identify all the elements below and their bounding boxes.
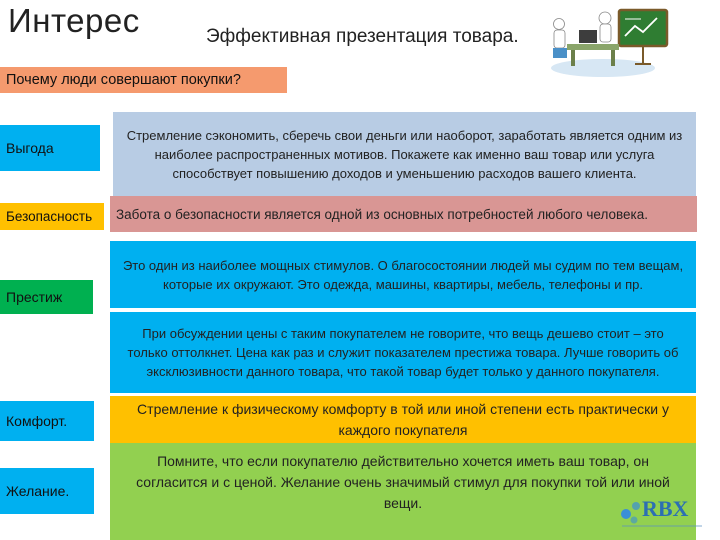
- motive-text-comfort: Стремление к физическому комфорту в той или иной степени есть практически у каждого покупателя: [110, 396, 696, 443]
- motive-label-safety: Безопасность: [0, 203, 104, 230]
- rbx-logo: [612, 488, 712, 532]
- presentation-clipart-icon: [545, 2, 675, 80]
- motive-text-desire: Помните, что если покупателю действительно хочется иметь ваш товар, он согласится и с ценой. Желание очень значимый стимул для покупки той или иной вещи.: [110, 443, 696, 540]
- page-title: Интерес: [8, 2, 140, 39]
- logo-text: RBX: [642, 496, 689, 521]
- motive-text-prestige-advice: При обсуждении цены с таким покупателем не говорите, что вещь дешево стоит – это только оттолкнет. Цена как раз и служит показателем престижа товара. Лучше говорить об эксклюзивности данного товара, что такой товар будет только у данного покупателя.: [110, 312, 696, 393]
- motive-text-safety: Забота о безопасности является одной из основных потребностей любого человека.: [110, 196, 697, 232]
- motive-label-comfort: Комфорт.: [0, 401, 94, 441]
- motive-label-benefit: Выгода: [0, 125, 100, 171]
- question-banner: Почему люди совершают покупки?: [0, 67, 287, 93]
- motive-text-prestige: Это один из наиболее мощных стимулов. О благосостоянии людей мы судим по тем вещам, которые их окружают. Это одежда, машины, квартиры, мебель, телефоны и пр.: [110, 241, 696, 308]
- motive-label-desire: Желание.: [0, 468, 94, 514]
- page-subtitle: Эффективная презентация товара.: [206, 26, 519, 47]
- motive-label-prestige: Престиж: [0, 280, 93, 314]
- motive-text-benefit: Стремление сэкономить, сберечь свои деньги или наоборот, заработать является одним из наиболее распространенных мотивов. Покажете как именно ваш товар или услуга способствует повышению доходов и уменьшению расходов вашего клиента.: [113, 112, 696, 196]
